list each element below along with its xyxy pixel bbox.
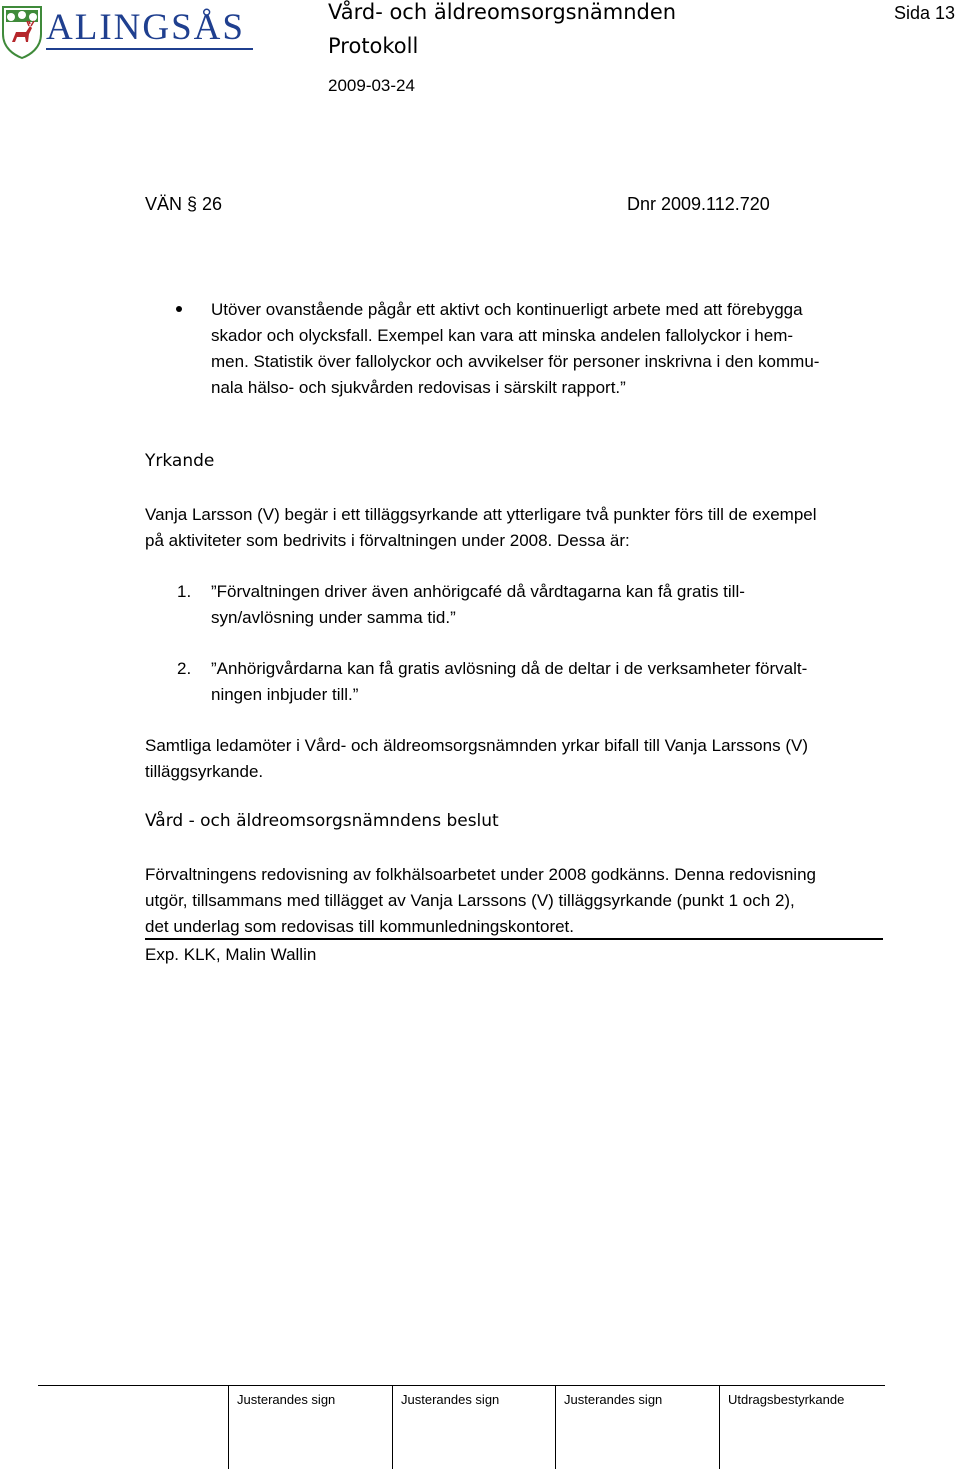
bullet-dot (176, 306, 182, 312)
text-line: ”Anhörigvårdarna kan få gratis avlösning då de deltar i de verksamheter förvalt- (211, 659, 808, 678)
list-item (211, 579, 891, 631)
text-line: nala hälso- och sjukvården redovisas i särskilt rapport.” (211, 378, 626, 397)
text-line: utgör, tillsammans med tillägget av Vanja Larssons (V) tilläggsyrkande (punkt 1 och 2), (145, 891, 795, 910)
text-line: Utöver ovanstående pågår ett aktivt och kontinuerligt arbete med att förebygga (211, 300, 803, 319)
header-committee-title: Vård- och äldreomsorgsnämnden (328, 0, 677, 24)
list-item-number: 1. (177, 582, 192, 601)
expedition-line: Exp. KLK, Malin Wallin (145, 945, 317, 964)
signature-cell: Justerandes sign (392, 1385, 555, 1469)
bullet-paragraph (211, 297, 891, 401)
horizontal-rule (145, 938, 883, 940)
beslut-paragraph (145, 862, 905, 940)
text-line: skador och olycksfall. Exempel kan vara att minska andelen fallolyckor i hem- (211, 326, 794, 345)
list-item-number: 2. (177, 659, 192, 678)
text-line: Samtliga ledamöter i Vård- och äldreomsorgsnämnden yrkar bifall till Vanja Larssons (V) (145, 736, 808, 755)
diary-number: Dnr 2009.112.720 (627, 194, 770, 214)
list-item (211, 656, 891, 708)
signature-cell: Justerandes sign (555, 1385, 719, 1469)
yrkande-intro (145, 502, 905, 554)
yrkande-heading: Yrkande (145, 451, 215, 471)
beslut-heading: Vård - och äldreomsorgsnämndens beslut (145, 811, 499, 831)
header-date: 2009-03-24 (328, 76, 415, 95)
text-line: tilläggsyrkande. (145, 762, 264, 781)
logo-underline (46, 48, 253, 50)
page-number: Sida 13 (894, 3, 956, 23)
text-line: på aktiviteter som bedrivits i förvaltningen under 2008. Dessa är: (145, 531, 630, 550)
text-line: det underlag som redovisas till kommunledningskontoret. (145, 917, 575, 936)
section-paragraph-id: VÄN § 26 (145, 194, 223, 214)
text-line: ningen inbjuder till.” (211, 685, 359, 704)
municipality-logo (0, 4, 258, 60)
signature-footer (38, 1385, 885, 1469)
certification-cell: Utdragsbestyrkande (719, 1385, 885, 1469)
header-document-type: Protokoll (328, 34, 419, 58)
text-line: Förvaltningens redovisning av folkhälsoarbetet under 2008 godkänns. Denna redovisning (145, 865, 816, 884)
yrkande-closing (145, 733, 905, 785)
logo-wordmark: ALINGSÅS (46, 7, 245, 48)
text-line: syn/avlösning under samma tid.” (211, 608, 456, 627)
text-line: ”Förvaltningen driver även anhörigcafé då vårdtagarna kan få gratis till- (211, 582, 745, 601)
signature-cell: Justerandes sign (228, 1385, 392, 1469)
text-line: men. Statistik över fallolyckor och avvikelser för personer inskrivna i den kommu- (211, 352, 820, 371)
text-line: Vanja Larsson (V) begär i ett tilläggsyrkande att ytterligare två punkter förs till de exempel (145, 505, 817, 524)
coat-of-arms-icon (0, 4, 44, 60)
